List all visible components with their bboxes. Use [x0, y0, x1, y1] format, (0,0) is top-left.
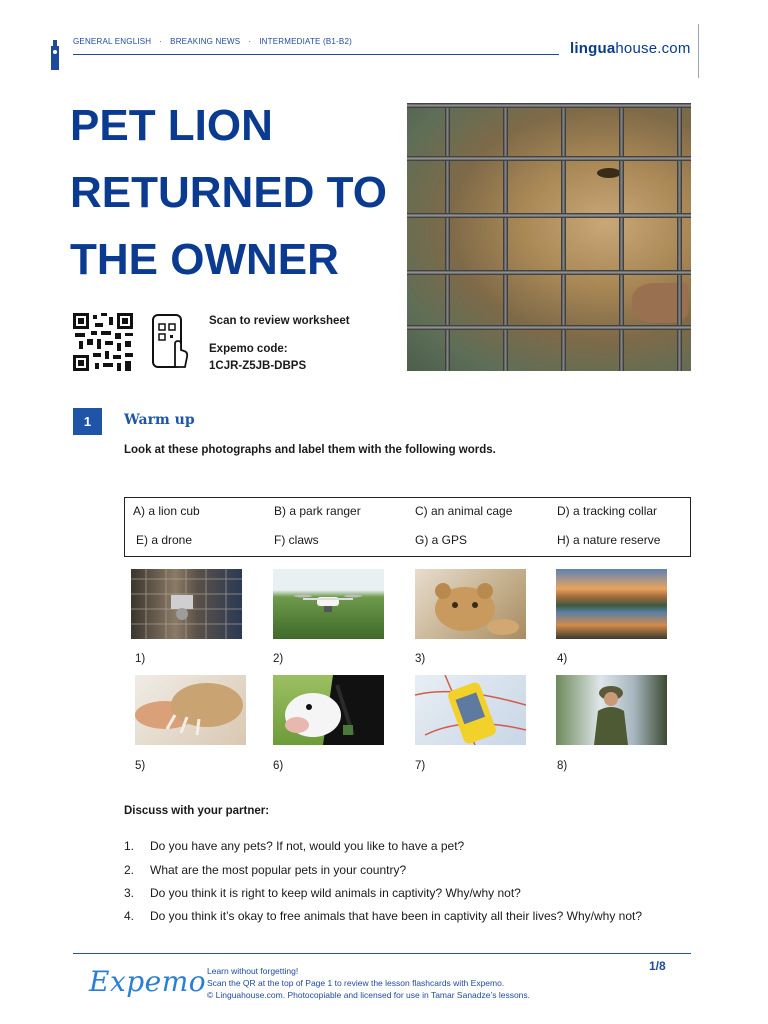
photo-gate-latch	[131, 569, 242, 639]
photo-label: 4)	[557, 653, 568, 665]
photo-paw-claws	[135, 675, 246, 745]
photo-label: 6)	[273, 760, 284, 772]
discussion-heading: Discuss with your partner:	[124, 805, 270, 817]
page-number: 1/8	[649, 959, 666, 973]
photo-lake-landscape	[556, 569, 667, 639]
word-item: A) a lion cub	[133, 504, 200, 518]
photo-lion-cub	[415, 569, 526, 639]
question-number: 1.	[124, 839, 135, 853]
crumb-level: INTERMEDIATE (B1-B2)	[259, 37, 352, 46]
photo-label: 5)	[135, 760, 146, 772]
hero-lion-cage-image	[407, 103, 691, 371]
photo-gps-map	[415, 675, 526, 745]
crumb-course: GENERAL ENGLISH	[73, 37, 152, 46]
question-text: What are the most popular pets in your country?	[150, 863, 407, 877]
header-divider	[73, 54, 559, 55]
photo-label: 1)	[135, 653, 146, 665]
page-title	[70, 92, 410, 293]
photo-label: 7)	[415, 760, 426, 772]
crumb-series: BREAKING NEWS	[170, 37, 241, 46]
question-number: 4.	[124, 909, 135, 923]
question-number: 3.	[124, 886, 135, 900]
word-item: D) a tracking collar	[557, 504, 658, 518]
question-number: 2.	[124, 863, 135, 877]
title-line: THE OWNER	[70, 235, 339, 284]
section-title: Warm up	[124, 412, 195, 428]
photo-cow-collar	[273, 675, 384, 745]
photo-label: 2)	[273, 653, 284, 665]
brand-rule	[698, 24, 699, 78]
section-number-badge: 1	[73, 408, 102, 435]
word-item: B) a park ranger	[274, 504, 361, 518]
footer-qr-note: Scan the QR at the top of Page 1 to review the lesson flashcards with Expemo.	[207, 978, 505, 988]
breadcrumb: GENERAL ENGLISH · BREAKING NEWS · INTERMEDIATE (B1-B2)	[73, 37, 352, 46]
photo-ranger-waterfall	[556, 675, 667, 745]
footer-copyright: © Linguahouse.com. Photocopiable and licensed for use in Tamar Sanadze’s lessons.	[207, 990, 531, 1000]
scan-instruction: Scan to review worksheet	[209, 315, 350, 327]
qr-code[interactable]	[73, 313, 133, 371]
question-text: Do you think it’s okay to free animals that have been in captivity all their lives? Why/why not?	[150, 909, 643, 923]
photo-drone	[273, 569, 384, 639]
footer-tagline: Learn without forgetting!	[207, 966, 299, 976]
expemo-logo[interactable]: Expemo	[89, 965, 207, 998]
big-ben-icon	[49, 40, 61, 70]
expemo-code-value: 1CJR-Z5JB-DBPS	[209, 360, 307, 372]
photo-label: 8)	[557, 760, 568, 772]
footer-divider	[73, 953, 691, 954]
word-item: G) a GPS	[415, 533, 468, 547]
question-text: Do you think it is right to keep wild animals in captivity? Why/why not?	[150, 886, 521, 900]
photo-label: 3)	[415, 653, 426, 665]
word-item: C) an animal cage	[415, 504, 513, 518]
question-text: Do you have any pets? If not, would you like to have a pet?	[150, 839, 465, 853]
word-item: F) claws	[274, 533, 319, 547]
phone-scan-icon	[151, 314, 189, 372]
expemo-code-label: Expemo code:	[209, 343, 288, 355]
section-instruction: Look at these photographs and label them with the following words.	[124, 444, 496, 456]
title-line: RETURNED TO	[70, 168, 387, 217]
word-item: E) a drone	[136, 533, 193, 547]
title-line: PET LION	[70, 101, 273, 150]
brand-logo[interactable]: linguahouse.com	[570, 40, 691, 57]
word-item: H) a nature reserve	[557, 533, 661, 547]
